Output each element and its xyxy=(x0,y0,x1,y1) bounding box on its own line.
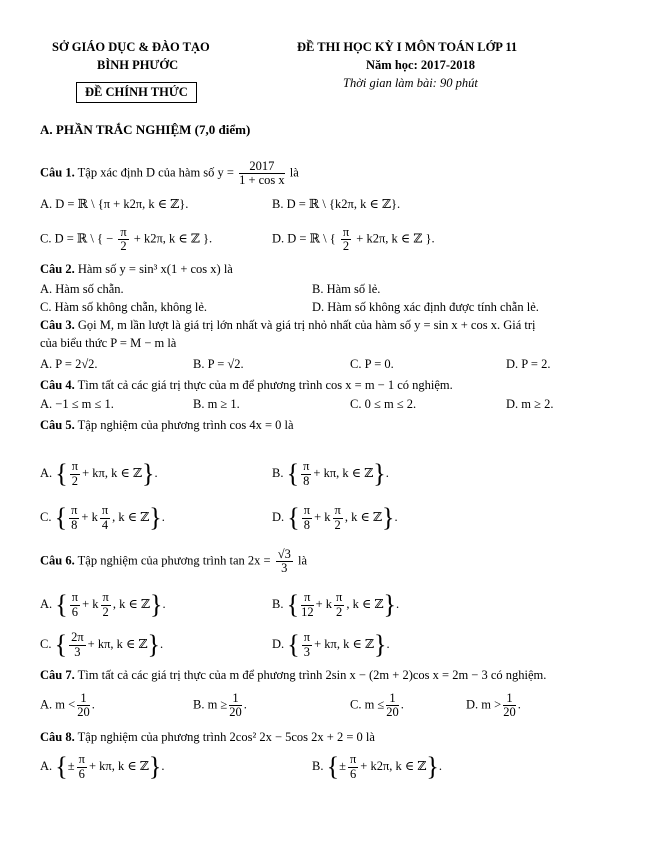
question-4: Câu 4. Tìm tất cả các giá trị thực của m để phương trình cos x = m − 1 có nghiệm. xyxy=(40,378,453,392)
q4-option-a: A. −1 ≤ m ≤ 1. xyxy=(40,397,114,411)
q5-option-b: B. { $\frac{\pi}{8}$ + kπ, k ∈ ℤ}. xyxy=(272,459,389,488)
q8-option-b: B. {± $\frac{\pi}{6}$ + k2π, k ∈ ℤ}. xyxy=(312,752,442,781)
fraction: $\frac{2017}{\text{1 + cos x}}$ xyxy=(239,159,285,188)
section-title: A. PHẦN TRẮC NGHIỆM (7,0 điểm) xyxy=(40,122,251,137)
q6-option-b: B. { $\frac{\pi}{12}$ + k $\frac{\pi}{2}$ , k ∈ ℤ}. xyxy=(272,590,400,619)
q1-option-b: B. D = ℝ \ {k2π, k ∈ ℤ}. xyxy=(272,197,401,211)
q8-option-a: A. {± $\frac{\pi}{6}$ + kπ, k ∈ ℤ}. xyxy=(40,752,165,781)
official-label: ĐỀ CHÍNH THỨC xyxy=(76,82,197,103)
q2-option-d: D. Hàm số không xác định được tính chẵn lẻ. xyxy=(312,300,539,314)
q7-option-a: A. m < $\frac{1}{20}$ . xyxy=(40,691,95,720)
question-3: Câu 3. Gọi M, m lần lượt là giá trị lớn nhất và giá trị nhỏ nhất của hàm số y = sin x + cos x. Giá trị xyxy=(40,318,536,332)
question-6: Câu 6. Tập nghiệm của phương trình tan 2x = $\frac{√3}{3}$ là xyxy=(40,547,308,576)
q7-option-c: C. m ≤ $\frac{1}{20}$ . xyxy=(350,691,404,720)
q1-option-a: A. D = ℝ \ {π + k2π, k ∈ ℤ}. xyxy=(40,197,189,211)
question-5: Câu 5. Tập nghiệm của phương trình cos 4x = 0 là xyxy=(40,418,294,432)
q7-option-b: B. m ≥ $\frac{1}{20}$ . xyxy=(193,691,247,720)
question-1: Câu 1. Tập xác định D của hàm số y = $\frac{2017}{\text{1 + cos x}}$ là xyxy=(40,159,299,188)
q4-option-d: D. m ≥ 2. xyxy=(506,397,554,411)
exam-time: Thời gian làm bài: 90 phút xyxy=(343,76,478,90)
q3-option-a: A. P = 2√2. xyxy=(40,357,98,371)
q6-option-a: A. { $\frac{\pi}{6}$ + k $\frac{\pi}{2}$ , k ∈ ℤ}. xyxy=(40,590,166,619)
school-year: Năm học: 2017-2018 xyxy=(366,58,476,72)
q6-option-c: C. { $\frac{2\pi}{3}$ + kπ, k ∈ ℤ}. xyxy=(40,630,164,659)
q3-option-b: B. P = √2. xyxy=(193,357,244,371)
q3-option-d: D. P = 2. xyxy=(506,357,551,371)
question-7: Câu 7. Tìm tất cả các giá trị thực của m để phương trình 2sin x − (2m + 2)cos x = 2m − 3 có nghiệm. xyxy=(40,668,547,682)
q4-option-b: B. m ≥ 1. xyxy=(193,397,240,411)
q4-option-c: C. 0 ≤ m ≤ 2. xyxy=(350,397,417,411)
province-name: BÌNH PHƯỚC xyxy=(97,58,179,72)
q2-option-a: A. Hàm số chẵn. xyxy=(40,282,124,296)
question-2: Câu 2. Hàm số y = sin³ x(1 + cos x) là xyxy=(40,262,233,276)
question-3-cont: của biểu thức P = M − m là xyxy=(40,336,177,350)
question-8: Câu 8. Tập nghiệm của phương trình 2cos² 2x − 5cos 2x + 2 = 0 là xyxy=(40,730,375,744)
q2-option-b: B. Hàm số lẻ. xyxy=(312,282,381,296)
q5-option-a: A. { $\frac{\pi}{2}$ + kπ, k ∈ ℤ}. xyxy=(40,459,158,488)
department-name: SỞ GIÁO DỤC & ĐÀO TẠO xyxy=(52,40,210,54)
q5-option-d: D. { $\frac{\pi}{8}$ + k $\frac{\pi}{2}$ , k ∈ ℤ}. xyxy=(272,503,398,532)
q3-option-c: C. P = 0. xyxy=(350,357,394,371)
q2-option-c: C. Hàm số không chẵn, không lẻ. xyxy=(40,300,207,314)
q6-option-d: D. { $\frac{\pi}{3}$ + kπ, k ∈ ℤ}. xyxy=(272,630,390,659)
q5-option-c: C. { $\frac{\pi}{8}$ + k $\frac{\pi}{4}$ , k ∈ ℤ}. xyxy=(40,503,165,532)
q7-option-d: D. m > $\frac{1}{20}$ . xyxy=(466,691,521,720)
q1-option-d: D. D = ℝ \ { $\frac{\pi}{2}$ + k2π, k ∈ ℤ }. xyxy=(272,225,435,254)
exam-title: ĐỀ THI HỌC KỲ I MÔN TOÁN LỚP 11 xyxy=(297,40,518,54)
q1-option-c: C. D = ℝ \ { − $\frac{\pi}{2}$ + k2π, k ∈ ℤ }. xyxy=(40,225,213,254)
